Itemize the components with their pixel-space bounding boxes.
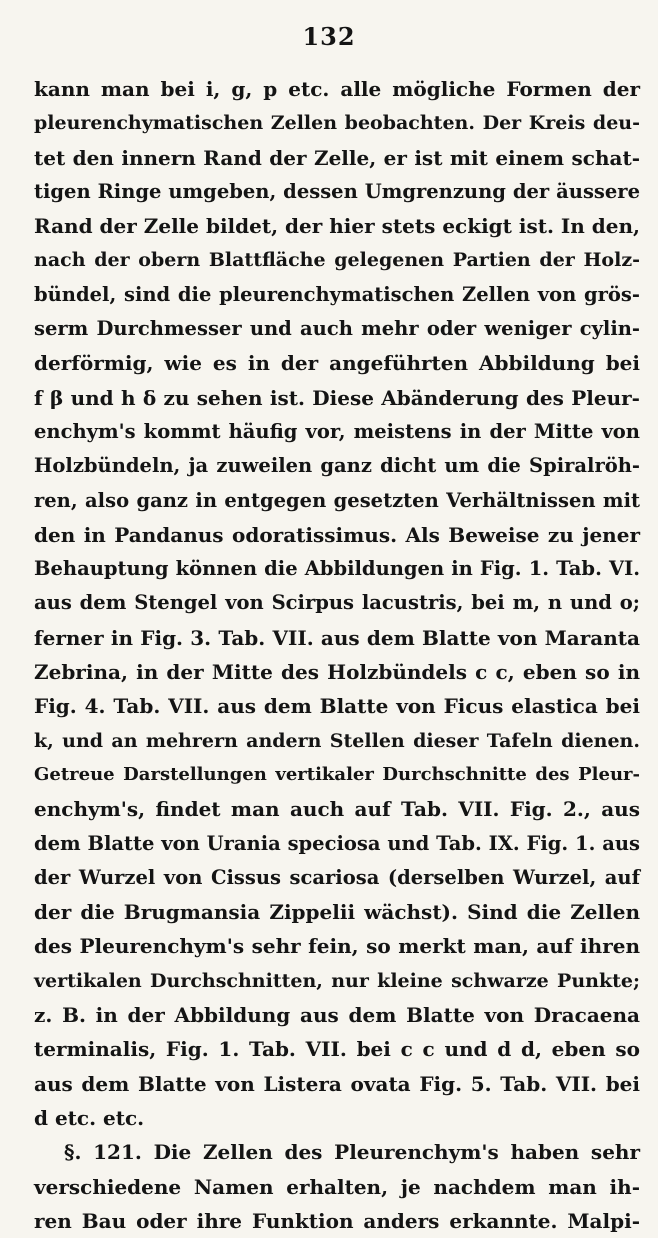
text-line: terminalis, Fig. 1. Tab. VII. bei c c und d d, eben so bbox=[34, 1037, 640, 1062]
page-number: 132 bbox=[302, 22, 356, 51]
text-line: Getreue Darstellungen vertikaler Durchschnitte des Pleur- bbox=[34, 763, 640, 785]
text-line: kann man bei i, g, p etc. alle mögliche Formen der bbox=[34, 77, 640, 101]
text-line: enchym's kommt häufig vor, meistens in der Mitte von bbox=[34, 419, 640, 443]
text-line: serm Durchmesser und auch mehr oder weniger cylin- bbox=[34, 317, 640, 341]
text-line: nach der obern Blattfläche gelegenen Partien der Holz- bbox=[34, 249, 640, 272]
text-line: den in Pandanus odoratissimus. Als Beweise zu jener bbox=[34, 522, 640, 547]
text-line: aus dem Blatte von Listera ovata Fig. 5. Tab. VII. bei bbox=[34, 1071, 640, 1096]
text-line: ren, also ganz in entgegen gesetzten Verhältnissen mit bbox=[34, 488, 640, 512]
text-line: vertikalen Durchschnitten, nur kleine schwarze Punkte; bbox=[34, 969, 640, 992]
text-line: verschiedene Namen erhalten, je nachdem man ih- bbox=[34, 1174, 640, 1199]
text-line: dem Blatte von Urania speciosa und Tab. IX. Fig. 1. aus bbox=[34, 831, 640, 855]
text-line: ferner in Fig. 3. Tab. VII. aus dem Blatte von Maranta bbox=[34, 625, 640, 650]
text-line: derförmig, wie es in der angeführten Abbildung bei bbox=[34, 351, 640, 376]
text-line: ren Bau oder ihre Funktion anders erkannte. Malpi- bbox=[34, 1208, 640, 1233]
text-line: f β und h δ zu sehen ist. Diese Abänderung des Pleur- bbox=[34, 385, 640, 410]
text-line: des Pleurenchym's sehr fein, so merkt man, auf ihren bbox=[34, 934, 640, 959]
text-line: pleurenchymatischen Zellen beobachten. Der Kreis deu- bbox=[34, 112, 640, 135]
text-line: Behauptung können die Abbildungen in Fig. 1. Tab. VI. bbox=[34, 557, 640, 581]
text-line: der Wurzel von Cissus scariosa (derselben Wurzel, auf bbox=[34, 865, 640, 889]
text-line: z. B. in der Abbildung aus dem Blatte von Dracaena bbox=[34, 1003, 640, 1028]
text-line: tigen Ringe umgeben, dessen Umgrenzung der äussere bbox=[34, 179, 640, 203]
section-heading-line: §. 121. Die Zellen des Pleurenchym's haben sehr bbox=[64, 1140, 640, 1165]
text-line: Holzbündeln, ja zuweilen ganz dicht um die Spiralröh- bbox=[34, 454, 640, 478]
text-line: der die Brugmansia Zippelii wächst). Sind die Zellen bbox=[34, 900, 640, 925]
text-line: Zebrina, in der Mitte des Holzbündels c c, eben so in bbox=[34, 660, 640, 685]
text-line: Rand der Zelle bildet, der hier stets eckigt ist. In den, bbox=[34, 214, 640, 239]
text-line: aus dem Stengel von Scirpus lacustris, bei m, n und o; bbox=[34, 591, 640, 615]
text-line: k, und an mehrern andern Stellen dieser Tafeln dienen. bbox=[34, 729, 640, 752]
text-line: enchym's, findet man auch auf Tab. VII. Fig. 2., aus bbox=[34, 797, 640, 822]
text-line: d etc. etc. bbox=[34, 1105, 145, 1130]
text-line: tet den innern Rand der Zelle, er ist mit einem schat- bbox=[34, 145, 640, 170]
text-line: Fig. 4. Tab. VII. aus dem Blatte von Ficus elastica bei bbox=[34, 694, 640, 719]
body-text bbox=[34, 72, 640, 1238]
text-line: bündel, sind die pleurenchymatischen Zellen von grös- bbox=[34, 282, 640, 306]
